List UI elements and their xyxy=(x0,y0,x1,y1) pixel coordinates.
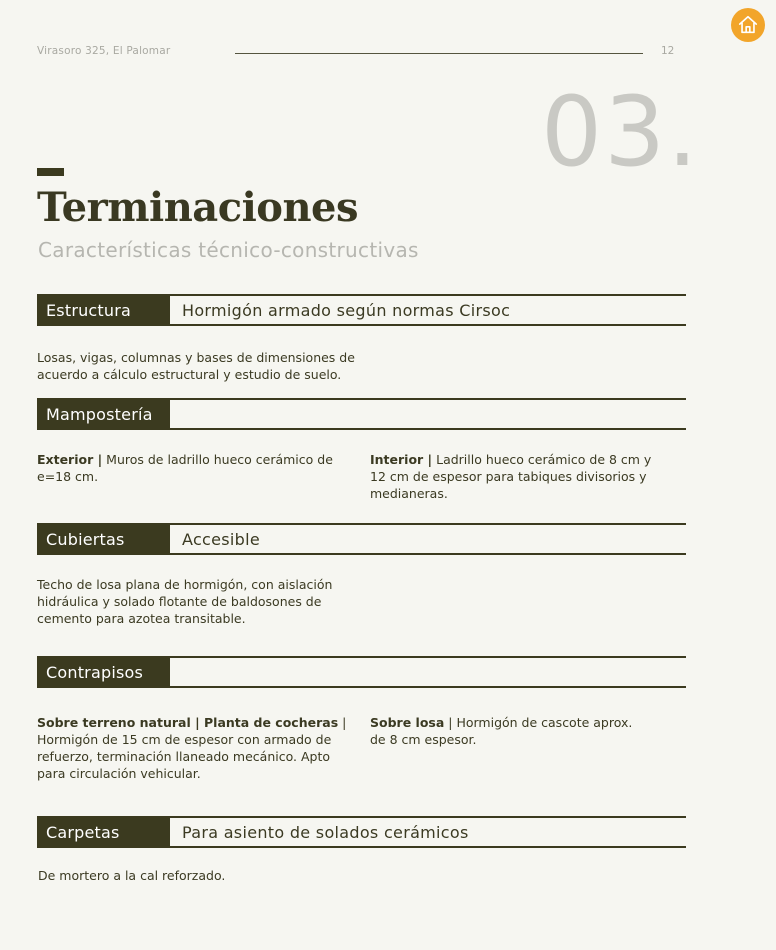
header-address: Virasoro 325, El Palomar xyxy=(37,45,171,57)
section-header-cubiertas xyxy=(37,523,686,555)
section-header-mamposteria xyxy=(37,398,686,430)
losa-label: Sobre losa xyxy=(370,715,445,730)
exterior-text: Muros de ladrillo hueco cerámico de e=18 cm. xyxy=(37,452,333,484)
section-value: Para asiento de solados cerámicos xyxy=(182,822,469,842)
losa-text: | Hormigón de cascote aprox. de 8 cm espesor. xyxy=(370,715,633,747)
interior-label: Interior | xyxy=(370,452,433,467)
page-title: Terminaciones xyxy=(37,184,358,231)
terreno-text: | Hormigón de 15 cm de espesor con armado de refuerzo, terminación llaneado mecánico. Apto para circulación vehicular. xyxy=(37,715,347,781)
header-divider xyxy=(235,53,643,54)
section-header-estructura xyxy=(37,294,686,326)
section-label: Carpetas xyxy=(37,816,170,848)
section-value: Hormigón armado según normas Cirsoc xyxy=(182,300,511,320)
cubiertas-text: Techo de losa plana de hormigón, con aislación hidráulica y solado flotante de baldosones de cemento para azotea transitable. xyxy=(37,577,333,626)
section-label: Contrapisos xyxy=(37,656,170,688)
contrapisos-losa xyxy=(370,714,640,748)
home-button[interactable] xyxy=(731,8,765,42)
section-label: Estructura xyxy=(37,294,170,326)
mamposteria-exterior xyxy=(37,451,337,485)
section-header-carpetas xyxy=(37,816,686,848)
section-value: Accesible xyxy=(182,529,261,549)
title-accent-bar xyxy=(37,168,64,176)
carpetas-text: De mortero a la cal reforzado. xyxy=(38,868,226,883)
page-number: 12 xyxy=(661,45,675,57)
section-header-contrapisos xyxy=(37,656,686,688)
chapter-number: 03. xyxy=(541,76,700,188)
section-label: Mampostería xyxy=(37,398,170,430)
estructura-text: Losas, vigas, columnas y bases de dimensiones de acuerdo a cálculo estructural y estudio de suelo. xyxy=(37,350,355,382)
section-label: Cubiertas xyxy=(37,523,170,555)
terreno-label: Sobre terreno natural | Planta de cocheras xyxy=(37,715,339,730)
contrapisos-terreno xyxy=(37,714,347,782)
page-subtitle: Características técnico-constructivas xyxy=(38,238,419,262)
mamposteria-interior xyxy=(370,451,670,502)
exterior-label: Exterior | xyxy=(37,452,103,467)
interior-text: Ladrillo hueco cerámico de 8 cm y 12 cm de espesor para tabiques divisorios y medianeras. xyxy=(370,452,652,501)
home-icon xyxy=(737,14,759,36)
